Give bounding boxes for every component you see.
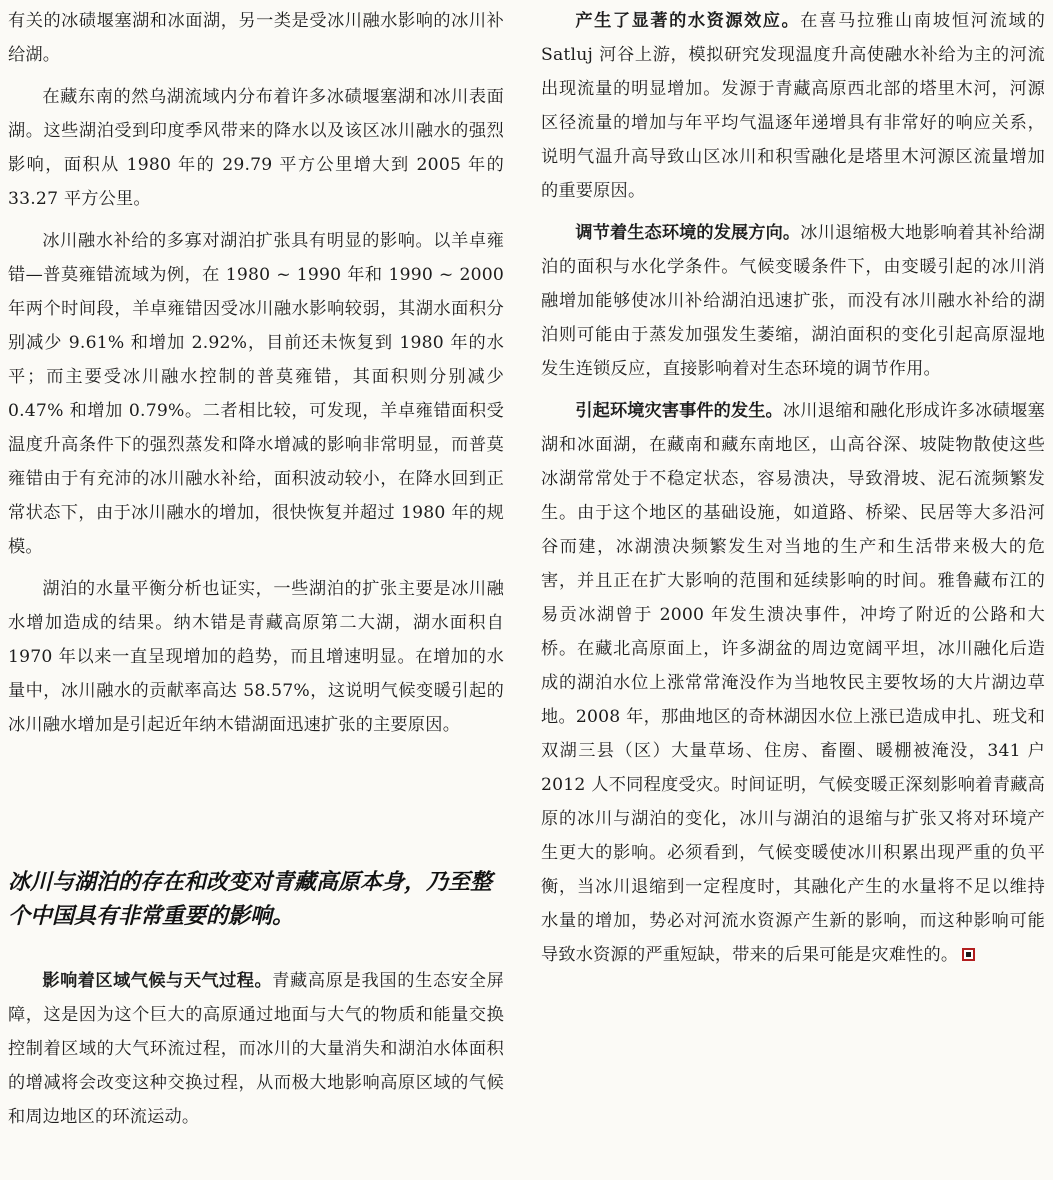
paragraph-yamdrok-lake: 冰川融水补给的多寡对湖泊扩张具有明显的影响。以羊卓雍错—普莫雍错流域为例，在 1980 ~ 1990 年和 1990 ~ 2000 年两个时间段，羊卓雍错因受冰川融水影响较弱，其湖水面积分别减少 9.61% 和增加 2.92%，目前还未恢复到 1980 年的水平；而主要受冰川融水控制的普莫雍错，其面积则分别减少 0.47% 和增加 0.79%。二者相比较，可发现，羊卓雍错面积受温度升高条件下的强烈蒸发和降水增减的影响非常明显，而普莫雍错由于有充沛的冰川融水补给，面积波动较小，在降水回到正常状态下，由于冰川融水的增加，很快恢复并超过 1980 年的规模。: [8, 231, 504, 557]
paragraph-body: 冰川退缩和融化形成许多冰碛堰塞湖和冰面湖，在藏南和藏东南地区，山高谷深、坡陡物散使这些冰湖常常处于不稳定状态，容易溃决，导致滑坡、泥石流频繁发生。由于这个地区的基础设施，如道路、桥梁、民居等大多沿河谷而建，冰湖溃决频繁发生对当地的生产和生活带来极大的危害，并且正在扩大影响的范围和延续影响的时间。雅鲁藏布江的易贡冰湖曾于 2000 年发生溃决事件，冲垮了附近的公路和大桥。在藏北高原面上，许多湖盆的周边宽阔平坦，冰川融化后造成的湖泊水位上涨常常淹没作为当地牧民主要牧场的大片湖边草地。2008 年，那曲地区的奇林湖因水位上涨已造成申扎、班戈和双湖三县（区）大量草场、住房、畜圈、暖棚被淹没，341 户 2012 人不同程度受灾。时间证明，气候变暖正深刻影响着青藏高原的冰川与湖泊的变化，冰川与湖泊的退缩与扩张又将对环境产生更大的影响。必须看到，气候变暖使冰川积累出现严重的负平衡，当冰川退缩到一定程度时，其融化产生的水量将不足以维持水量的增加，势必对河流水资源产生新的影响，而这种影响可能导致水资源的严重短缺，带来的后果可能是灾难性的。: [541, 401, 1045, 965]
paragraph-lead: 影响着区域气候与天气过程。: [42, 971, 273, 991]
end-of-article-square-icon: [962, 948, 975, 961]
paragraph-body: 冰川退缩极大地影响着其补给湖泊的面积与水化学条件。气候变暖条件下，由变暖引起的冰川消融增加能够使冰川补给湖泊迅速扩张，而没有冰川融水补给的湖泊则可能由于蒸发加强发生萎缩，湖泊面积的变化引起高原湿地发生连锁反应，直接影响着对生态环境的调节作用。: [541, 223, 1045, 379]
left-column-lower: [8, 964, 504, 1134]
paragraph-lead: 调节着生态环境的发展方向。: [575, 223, 801, 243]
paragraph-body: 在喜马拉雅山南坡恒河流域的 Satluj 河谷上游，模拟研究发现温度升高使融水补给为主的河流出现流量的明显增加。发源于青藏高原西北部的塔里木河，河源区径流量的增加与年平均气温逐年递增具有非常好的响应关系，说明气温升高导致山区冰川和积雪融化是塔里木河源区流量增加的重要原因。: [541, 11, 1045, 201]
paragraph-lead: 引起环境灾害事件的发生。: [575, 401, 783, 421]
paragraph-namtso-lake: 湖泊的水量平衡分析也证实，一些湖泊的扩张主要是冰川融水增加造成的结果。纳木错是青藏高原第二大湖，湖水面积自 1970 年以来一直呈现增加的趋势，而且增速明显。在增加的水量中，冰川融水的贡献率高达 58.57%，这说明气候变暖引起的冰川融水增加是引起近年纳木错湖面迅速扩张的主要原因。: [8, 579, 504, 735]
paragraph-ranwu-lake: 在藏东南的然乌湖流域内分布着许多冰碛堰塞湖和冰川表面湖。这些湖泊受到印度季风带来的降水以及该区冰川融水的强烈影响，面积从 1980 年的 29.79 平方公里增大到 2005 年的 33.27 平方公里。: [8, 87, 504, 209]
right-column: [541, 0, 1045, 972]
paragraph-water-resources: [541, 4, 1045, 208]
paragraph-regional-climate: [8, 964, 504, 1134]
paragraph-body: 青藏高原是我国的生态安全屏障，这是因为这个巨大的高原通过地面与大气的物质和能量交换控制着区域的大气环流过程，而冰川的大量消失和湖泊水体面积的增减将会改变这种交换过程，从而极大地影响高原区域的气候和周边地区的环流运动。: [8, 971, 504, 1127]
section-heading: 冰川与湖泊的存在和改变对青藏高原本身，乃至整个中国具有非常重要的影响。: [8, 870, 493, 929]
left-column: [8, 0, 504, 742]
paragraph-continued: 有关的冰碛堰塞湖和冰面湖，另一类是受冰川融水影响的冰川补给湖。: [8, 11, 504, 65]
paragraph-ecology: [541, 216, 1045, 386]
paragraph-lead: 产生了显著的水资源效应。: [575, 11, 801, 31]
paragraph-disasters: [541, 394, 1045, 972]
